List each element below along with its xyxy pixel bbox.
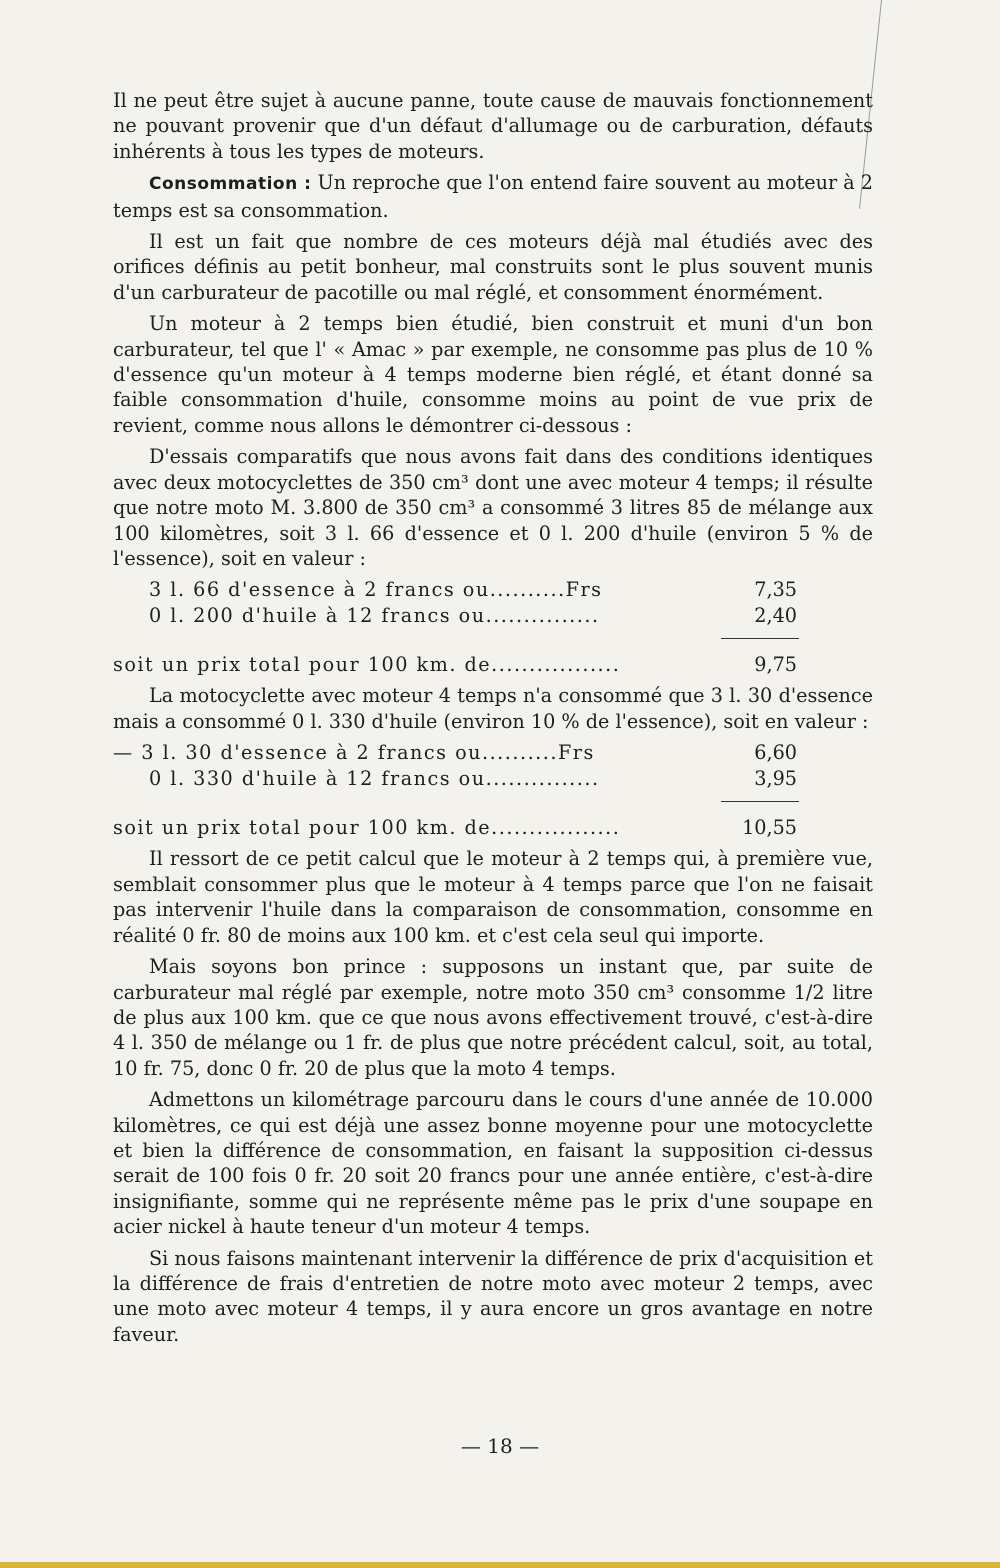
calc-total-value: 9,75 bbox=[754, 653, 797, 677]
calc-value: 6,60 bbox=[754, 741, 797, 765]
calculation-2-temps bbox=[113, 577, 873, 677]
sum-rule bbox=[113, 628, 873, 652]
calc-total-label: soit un prix total pour 100 km. de................. bbox=[113, 653, 621, 677]
paragraph-moteur-4-temps: La motocyclette avec moteur 4 temps n'a consommé que 3 l. 30 d'essence mais a consommé 0 l. 330 d'huile (environ 10 % de l'essence), soit en valeur : bbox=[113, 684, 873, 733]
calc-label: 3 l. 66 d'essence à 2 francs ou..........Frs bbox=[149, 578, 603, 602]
calc-total-label: soit un prix total pour 100 km. de................. bbox=[113, 816, 621, 840]
paragraph-moteurs-mal-etudies: Il est un fait que nombre de ces moteurs déjà mal étudiés avec des orifices définis au petit bonheur, mal construits sont le plus souvent munis d'un carburateur de pacotille ou mal réglé, et consomment énormément. bbox=[113, 230, 873, 304]
body-text bbox=[113, 88, 873, 1353]
calc-total-row bbox=[113, 815, 873, 840]
paragraph-consommation bbox=[113, 170, 873, 223]
calc-total-row bbox=[113, 652, 873, 677]
calc-label: 0 l. 200 d'huile à 12 francs ou............... bbox=[149, 603, 600, 627]
page-bottom-edge bbox=[0, 1562, 1000, 1568]
calc-value: 3,95 bbox=[754, 766, 797, 790]
calc-row bbox=[113, 603, 873, 628]
paragraph-ressort-calcul: Il ressort de ce petit calcul que le moteur à 2 temps qui, à première vue, semblait consommer plus que le moteur à 4 temps parce que l'on ne faisait pas intervenir l'huile dans la comparaison de consommation, consomme en réalité 0 fr. 80 de moins aux 100 km. et c'est cela seul qui importe. bbox=[113, 847, 873, 947]
section-heading: Consommation : bbox=[149, 174, 312, 195]
paragraph-kilometrage: Admettons un kilométrage parcouru dans le cours d'une année de 10.000 kilomètres, ce qui est déjà une assez bonne moyenne pour une motocyclette et bien la différence de consommation, en faisant la supposition ci-dessus serait de 100 fois 0 fr. 20 soit 20 francs pour une année entière, c'est-à-dire insignifiante, somme qui ne représente même pas le prix d'une soupape en acier nickel à haute teneur d'un moteur 4 temps. bbox=[113, 1088, 873, 1239]
calc-row bbox=[113, 740, 873, 765]
calc-value: 7,35 bbox=[754, 578, 797, 602]
paragraph-moteur-bien-etudie: Un moteur à 2 temps bien étudié, bien construit et muni d'un bon carburateur, tel que l' « Amac » par exemple, ne consomme pas plus de 10 % d'essence qu'un moteur à 4 temps moderne bien réglé, et étant donné sa faible consommation d'huile, consomme moins au point de vue prix de revient, comme nous allons le démontrer ci-dessous : bbox=[113, 312, 873, 437]
calc-label: 0 l. 330 d'huile à 12 francs ou............... bbox=[149, 766, 600, 790]
calc-value: 2,40 bbox=[754, 603, 797, 627]
paragraph-bon-prince: Mais soyons bon prince : supposons un instant que, par suite de carburateur mal réglé par exemple, notre moto 350 cm³ consomme 1/2 litre de plus aux 100 km. que ce que nous avons effectivement trouvé, c'est-à-dire 4 l. 350 de mélange ou 1 fr. de plus que notre précédent calcul, soit, au total, 10 fr. 75, donc 0 fr. 20 de plus que la moto 4 temps. bbox=[113, 955, 873, 1080]
paragraph-essais-comparatifs: D'essais comparatifs que nous avons fait dans des conditions identiques avec deux motocyclettes de 350 cm³ dont une avec moteur 4 temps; il résulte que notre moto M. 3.800 de 350 cm³ a consommé 3 litres 85 de mélange aux 100 kilomètres, soit 3 l. 66 d'essence et 0 l. 200 d'huile (environ 5 % de l'essence), soit en valeur : bbox=[113, 445, 873, 570]
paragraph-conclusion: Si nous faisons maintenant intervenir la différence de prix d'acquisition et la différence de frais d'entretien de notre moto avec moteur 2 temps, avec une moto avec moteur 4 temps, il y aura encore un gros avantage en notre faveur. bbox=[113, 1246, 873, 1346]
paragraph-intro: Il ne peut être sujet à aucune panne, toute cause de mauvais fonctionnement ne pouvant provenir que d'un défaut d'allumage ou de carburation, défauts inhérents à tous les types de moteurs. bbox=[113, 89, 873, 163]
calc-row bbox=[113, 766, 873, 791]
sum-rule bbox=[113, 791, 873, 815]
calc-label: — 3 l. 30 d'essence à 2 francs ou..........Frs bbox=[113, 741, 595, 765]
calc-total-value: 10,55 bbox=[742, 816, 797, 840]
calculation-4-temps bbox=[113, 740, 873, 840]
calc-row bbox=[113, 577, 873, 602]
page-number: — 18 — bbox=[460, 1434, 540, 1458]
section-heading-text: Un reproche que l'on entend faire souvent au moteur à 2 temps est sa consommation. bbox=[113, 171, 873, 222]
